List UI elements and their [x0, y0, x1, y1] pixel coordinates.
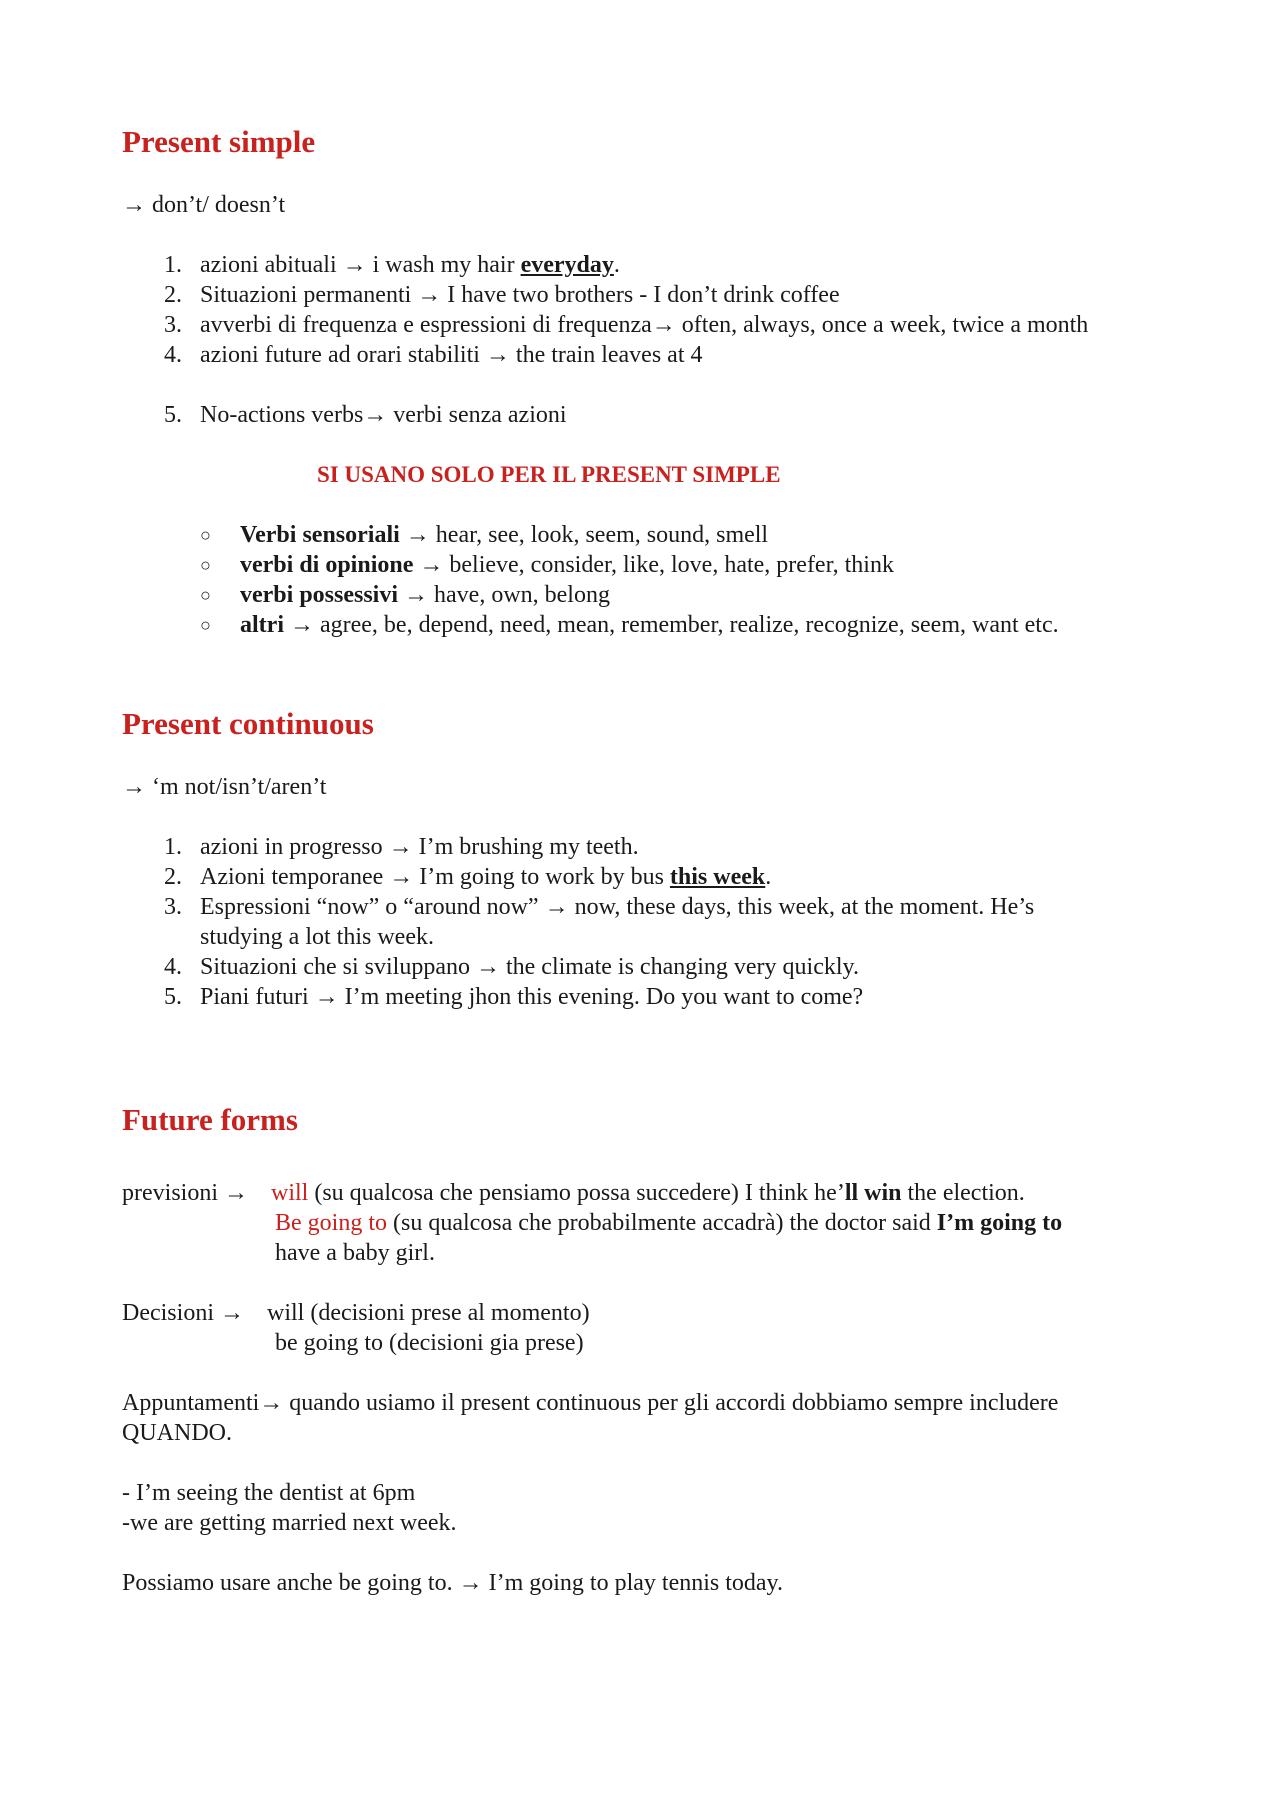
example-line: - I’m seeing the dentist at 6pm: [122, 1480, 416, 1506]
emphasis-everyday: everyday: [520, 252, 614, 278]
present-simple-note: SI USANO SOLO PER IL PRESENT SIMPLE: [317, 462, 781, 487]
previsioni-will: will (su qualcosa che pensiamo possa succedere) I think he’ll win the election.: [271, 1180, 1025, 1206]
appuntamenti-line2: QUANDO.: [122, 1420, 232, 1446]
present-continuous-negative: → ‘m not/isn’t/aren’t: [122, 774, 327, 800]
decisioni-label: Decisioni →: [122, 1300, 244, 1326]
example-line: -we are getting married next week.: [122, 1510, 457, 1536]
decisioni-will: will (decisioni prese al momento): [267, 1300, 590, 1326]
emphasis-this-week: this week: [669, 864, 766, 890]
bullet-icon: ○: [200, 615, 211, 635]
appuntamenti-line1: Appuntamenti→ quando usiamo il present continuous per gli accordi dobbiamo sempre includere: [122, 1390, 1059, 1416]
previsioni-label: previsioni →: [122, 1180, 248, 1206]
heading-present-continuous: Present continuous: [122, 706, 374, 741]
bullet-icon: ○: [200, 525, 211, 545]
previsioni-going-to-cont: have a baby girl.: [275, 1240, 435, 1266]
bullet-icon: ○: [200, 555, 211, 575]
present-simple-negative: → don’t/ doesn’t: [122, 192, 286, 218]
previsioni-going-to: Be going to (su qualcosa che probabilmente accadrà) the doctor said I’m going to: [275, 1210, 1063, 1236]
heading-future-forms: Future forms: [122, 1102, 298, 1137]
document-page: Present simple → don’t/ doesn’t 1. azioni abituali → i wash my hair everyday. 2. Situazioni permanenti → I have two brothers - I don’t drink coffee 3. avverbi di frequenza e espressioni di frequenza→ often, always, once a week, twice a month 4. azioni future ad orari stabiliti → the train leaves at 4 5. No-actions verbs→ verbi senza azioni SI USANO SOLO PER IL PRESENT SIMPLE ○ Verbi sensoriali → hear, see, look, seem, sound, smell ○ verbi di opinione → believe, consider, like, love, hate, prefer, think ○ verbi possessivi → have, own, belong ○ altri → agree, be, depend, need, mean, remember, realize, recognize, seem, want etc. Present continuous → ‘m not/isn’t/aren’t 1. azioni in progresso → I’m brushing my teeth. 2. Azioni temporanee → I’m going to work by bus this week. 3. Espressioni “now” o “around now” → now, these days, this week, at the moment. He’s studying a lot this week. 4. Situazioni che si sviluppano → the climate is changing very quickly. 5. Piani futuri → I’m meeting jhon this evening. Do you want to come? Future forms previsioni → will (su qualcosa che pensiamo possa succedere) I think he’ll win the election. Be going to (su qualcosa che probabilmente accadrà) the doctor said I’m going to have a baby girl. Decisioni → will (decisioni prese al momento) be going to (decisioni gia prese) Appuntamenti→ quando usiamo il present continuous per gli accordi dobbiamo sempre includere QUANDO. - I’m seeing the dentist at 6pm -we are getting married next week. Possiamo usare anche be going to. → I’m going to play tennis today.: [122, 124, 1089, 1596]
possiamo-line: Possiamo usare anche be going to. → I’m going to play tennis today.: [122, 1570, 783, 1596]
bullet-icon: ○: [200, 585, 211, 605]
heading-present-simple: Present simple: [122, 124, 316, 159]
list-item-continuation: studying a lot this week.: [200, 924, 434, 950]
decisioni-going-to: be going to (decisioni gia prese): [275, 1330, 584, 1356]
